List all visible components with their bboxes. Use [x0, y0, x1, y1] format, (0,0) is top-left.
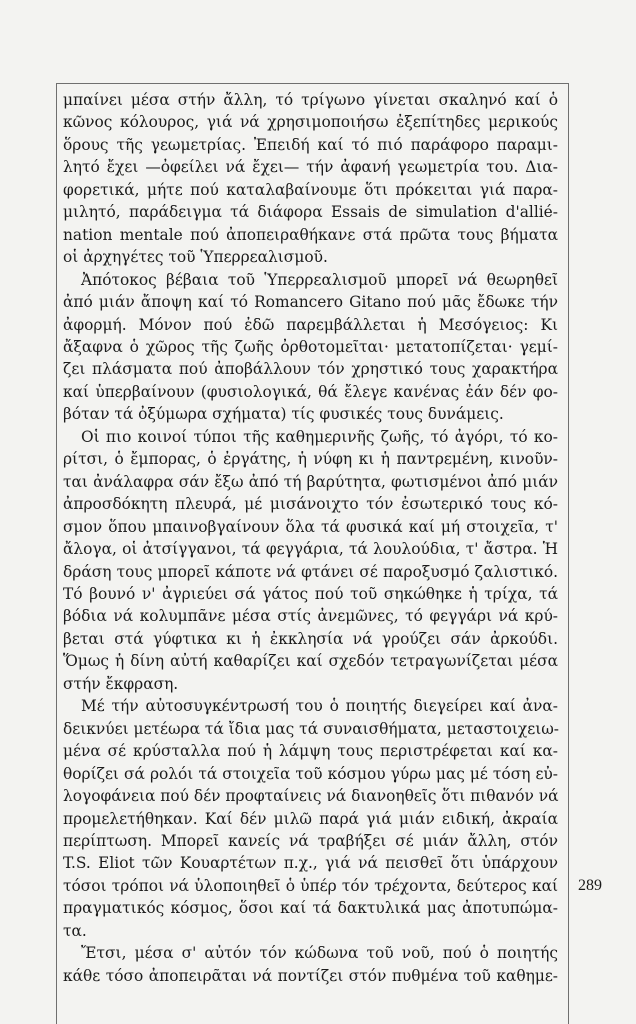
text-line: λογοφάνεια πού δέν προφταίνεις νά διανοηθεῖς ὅτι πιθανόν νά: [63, 787, 559, 806]
text-line: φορετικά, μήτε πού καταλαβαίνουμε ὅτι πρόκειται γιά παρα-: [63, 180, 558, 199]
text-line: ἀφορμή. Μόνον πού ἐδῶ παρεμβάλλεται ἡ Μεσόγειος: Κι: [63, 315, 558, 334]
text-line: τόσοι τρόποι νά ὑλοποιηθεῖ ὁ ὑπέρ τόν τρέχοντα, δεύτερος καί: [63, 876, 558, 895]
text-line: Τό βουνό ν' ἀγριεύει σά γάτος πού τοῦ σηκώθηκε ἡ τρίχα, τά: [63, 584, 558, 603]
text-line: βόδια νά κολυμπᾶνε μέσα στίς ἀνεμῶνες, τό φεγγάρι νά κρύ-: [63, 607, 558, 626]
text-line: ἄξαφνα ὁ χῶρος τῆς ζωῆς ὀρθοτομεῖται· μετατοπίζεται· γεμί-: [63, 337, 558, 356]
text-line: τα.: [63, 921, 87, 940]
text-line: κῶνος κόλουρος, γιά νά χρησιμοποιήσω ἐξεπίτηδες μερικούς: [63, 113, 558, 132]
text-line: βεται στά γύφτικα κι ἡ ἐκκλησία νά γρούζει σάν ἀρκούδι.: [63, 629, 558, 648]
text-line: ται ἀνάλαφρα σάν ἔξω ἀπό τή βαρύτητα, φωτισμένοι ἀπό μιάν: [63, 472, 558, 491]
text-line: ὅρους τῆς γεωμετρίας. Ἐπειδή καί τό πιό παράφορο παραμι-: [63, 135, 558, 154]
text-line: μπαίνει μέσα στήν ἄλλη, τό τρίγωνο γίνεται σκαληνό καί ὁ: [63, 91, 558, 109]
right-frame-rule: [568, 83, 569, 1024]
text-line: ἀπό μιάν ἄποψη καί τό Romancero Gitano πού μᾶς ἔδωκε τήν: [63, 293, 558, 312]
left-frame-rule: [56, 83, 57, 1024]
text-line: δεικνύει μετέωρα τά ἴδια μας τά συναισθήματα, μεταστοιχειω-: [63, 719, 559, 738]
text-line: Ὅμως ἡ δίνη αὐτή καθαρίζει καί σχεδόν τετραγωνίζεται μέσα: [63, 652, 558, 671]
text-line: Μέ τήν αὐτοσυγκέντρωσή του ὁ ποιητής διεγείρει καί ἀνα-: [81, 697, 558, 716]
text-line: θορίζει σά ρολόι τά στοιχεῖα τοῦ κόσμου γύρω μας μέ τόση εὐ-: [63, 764, 558, 783]
text-line: ἄλογα, οἱ ἀτσίγγανοι, τά φεγγάρια, τά λουλούδια, τ' ἄστρα. Ἡ: [63, 540, 558, 559]
text-line: ἀπροσδόκητη πλευρά, μέ μισάνοιχτο τόν ἐσωτερικό τους κό-: [63, 495, 558, 514]
text-line: ζει πλάσματα πού ἀποβάλλουν τόν χρηστικό τους χαρακτήρα: [63, 360, 558, 379]
text-line: βόταν τά ὀξύμωρα σχήματα) τίς φυσικές τους δυνάμεις.: [63, 405, 504, 424]
text-line: δράση τους μπορεῖ κάποτε νά φτάνει σέ παροξυσμό ζαλιστικό.: [63, 562, 558, 581]
text-line: περίπτωση. Μπορεῖ κανείς νά τραβήξει σέ μιάν ἄλλη, στόν: [63, 831, 558, 850]
page-number: 289: [578, 877, 602, 894]
text-line: ρίτσι, ὁ ἔμπορας, ὁ ἐργάτης, ἡ νύφη κι ἡ παντρεμένη, κινοῦν-: [63, 450, 558, 469]
text-line: Οἱ πιο κοινοί τύποι τῆς καθημερινῆς ζωῆς, τό ἀγόρι, τό κο-: [81, 427, 558, 446]
text-line: μιλητό, παράδειγμα τά διάφορα Essais de simulation d'allié-: [63, 203, 558, 222]
text-line: λητό ἔχει —ὀφείλει νά ἔχει— τήν ἀφανή γεωμετρία του. Δια-: [63, 158, 558, 177]
text-line: Ἔτσι, μέσα σ' αὐτόν τόν κώδωνα τοῦ νοῦ, πού ὁ ποιητής: [81, 944, 558, 963]
text-line: στήν ἔκφραση.: [63, 674, 179, 693]
body-text: [63, 89, 558, 987]
text-line: σμον ὅπου μπαινοβγαίνουν ὅλα τά φυσικά καί μή στοιχεῖα, τ': [63, 517, 558, 536]
text-line: προμελετήθηκαν. Καί δέν μιλῶ παρά γιά μιάν ειδική, ἀκραία: [63, 809, 558, 828]
top-frame-rule: [56, 83, 568, 84]
text-line: nation mentale πού ἀποπειραθήκανε στά πρῶτα τους βήματα: [63, 225, 558, 244]
text-line: κάθε τόσο ἀποπειρᾶται νά ποντίζει στόν πυθμένα τοῦ καθημε-: [63, 966, 558, 985]
text-line: πραγματικός κόσμος, ὅσοι καί τά δακτυλικά μας ἀποτυπώμα-: [63, 899, 558, 918]
text-line: μένα σέ κρύσταλλα πού ἡ λάμψη τους περιστρέφεται καί κα-: [63, 742, 558, 761]
text-line: T.S. Eliot τῶν Κουαρτέτων π.χ., γιά νά πεισθεῖ ὅτι ὑπάρχουν: [63, 854, 558, 873]
text-line: καί ὑπερβαίνουν (φυσιολογικά, θά ἔλεγε κανένας ἐάν δέν φο-: [63, 382, 558, 401]
text-line: οἱ ἀρχηγέτες τοῦ Ὑπερρεαλισμοῦ.: [63, 248, 328, 267]
text-line: Ἀπότοκος βέβαια τοῦ Ὑπερρεαλισμοῦ μπορεῖ νά θεωρηθεῖ: [81, 270, 558, 289]
